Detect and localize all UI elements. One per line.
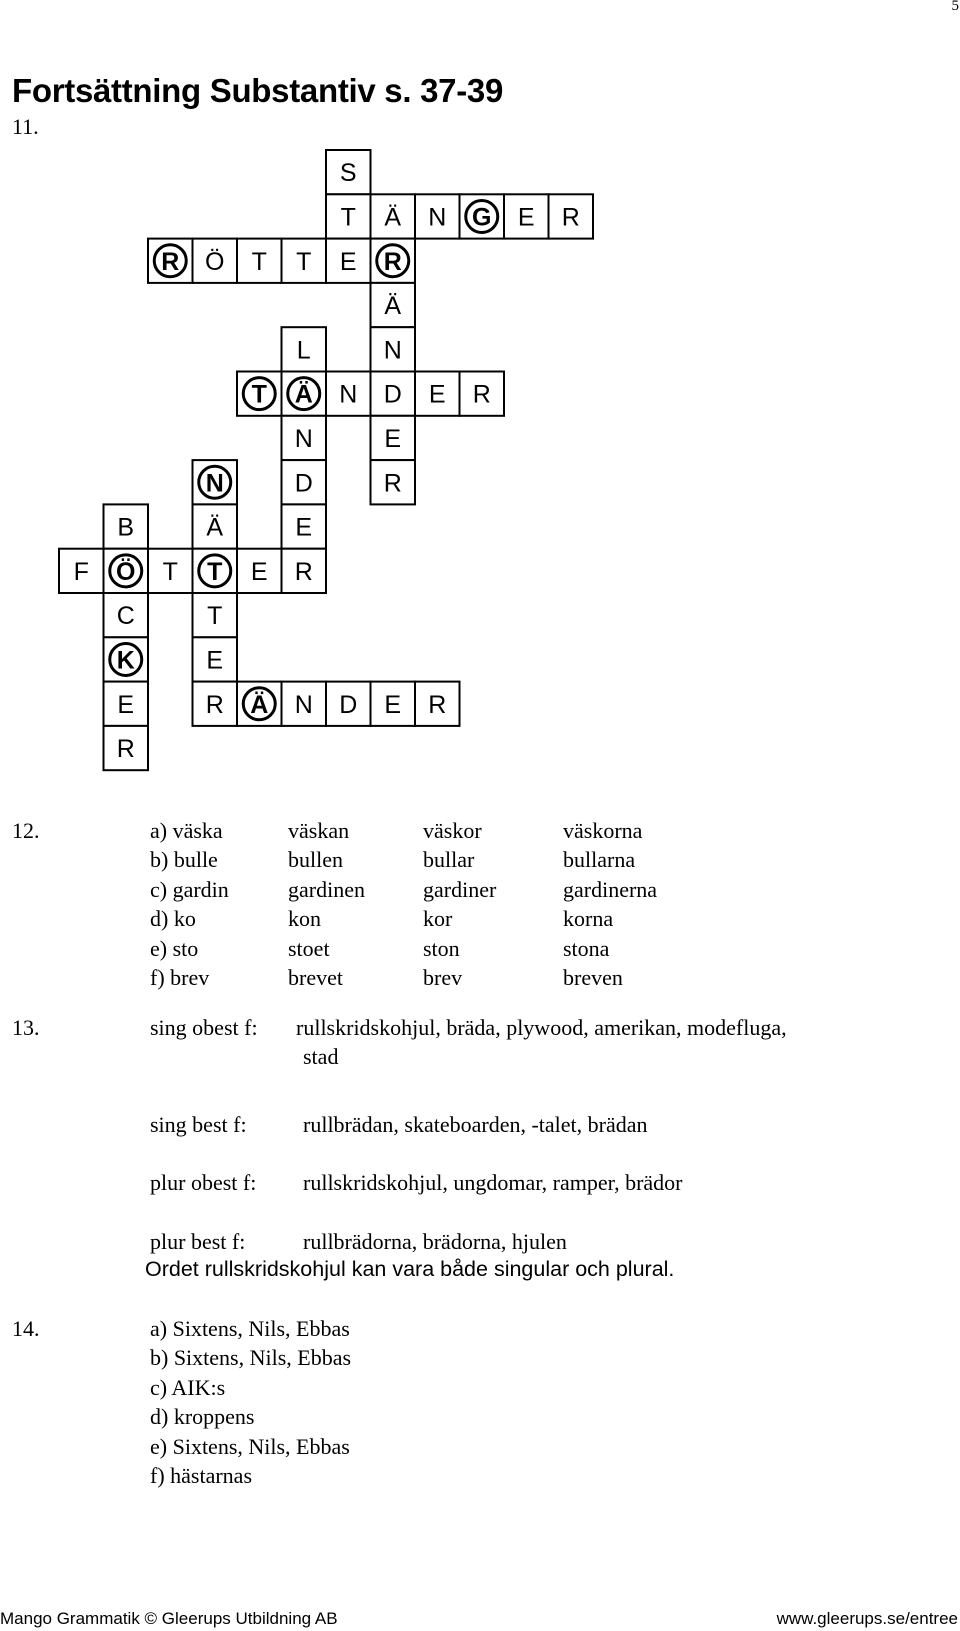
footer-url: www.gleerups.se/entree <box>776 1609 958 1628</box>
crossword-cell <box>549 194 594 238</box>
crossword-cell <box>371 239 416 283</box>
exercise-14-number: 14. <box>12 1316 40 1341</box>
sing-obest-value: rullskridskohjul, bräda, plywood, amerikan, modefluga, <box>296 1015 787 1040</box>
cell-letter: E <box>206 646 224 675</box>
cell-letter: R <box>205 690 224 719</box>
crossword-cell <box>371 416 416 460</box>
crossword-cell <box>326 372 371 416</box>
crossword-cell <box>371 460 416 504</box>
table-cell: bullar <box>423 847 475 873</box>
list-item: d) kroppens <box>150 1404 255 1430</box>
crossword-cell <box>104 549 149 593</box>
list-item: c) AIK:s <box>150 1374 226 1400</box>
crossword-cell <box>415 194 460 238</box>
exercise-11-number: 11. <box>12 114 39 139</box>
sing-obest-label: sing obest f: <box>150 1015 258 1040</box>
cell-letter: T <box>162 557 178 586</box>
note-text: Ordet rullskridskohjul kan vara både singular och plural. <box>145 1257 675 1281</box>
table-cell: stoet <box>288 935 330 961</box>
list-item: a) Sixtens, Nils, Ebbas <box>150 1316 350 1341</box>
crossword-cell <box>148 549 193 593</box>
cell-letter: T <box>207 557 223 586</box>
crossword-cell <box>193 504 238 548</box>
cell-letter: E <box>428 380 446 409</box>
sing-obest-value-cont: stad <box>303 1044 339 1069</box>
cell-letter: R <box>116 735 135 764</box>
list-item: e) Sixtens, Nils, Ebbas <box>150 1433 350 1459</box>
crossword-cell <box>104 504 149 548</box>
crossword-cell <box>415 682 460 726</box>
table-cell: brev <box>423 965 463 990</box>
crossword-cell <box>326 239 371 283</box>
table-cell: f) brev <box>150 965 210 990</box>
crossword-cell <box>193 239 238 283</box>
cell-letter: N <box>339 380 358 409</box>
table-cell: b) bulle <box>150 847 218 873</box>
plur-best-label: plur best f: <box>150 1229 246 1254</box>
cell-letter: Ä <box>294 380 313 409</box>
crossword-cell <box>104 682 149 726</box>
sing-best-value: rullbrädan, skateboarden, -talet, brädan <box>303 1112 648 1137</box>
cell-letter: E <box>384 690 402 719</box>
cell-letter: T <box>207 602 223 631</box>
crossword-cell <box>237 239 282 283</box>
cell-letter: D <box>339 690 358 719</box>
cell-letter: R <box>294 557 313 586</box>
crossword-cell <box>326 194 371 238</box>
cell-letter: L <box>296 336 311 365</box>
cell-letter: C <box>116 602 135 631</box>
crossword-cell <box>148 239 193 283</box>
list-item: b) Sixtens, Nils, Ebbas <box>150 1345 352 1371</box>
cell-letter: Ä <box>384 292 402 321</box>
crossword-cell <box>237 372 282 416</box>
table-cell: breven <box>563 965 623 990</box>
footer-publisher: Mango Grammatik © Gleerups Utbildning AB <box>0 1609 338 1628</box>
crossword-cell <box>371 327 416 371</box>
crossword-cell <box>326 150 371 194</box>
crossword-cell <box>59 549 104 593</box>
crossword-cell <box>237 549 282 593</box>
cell-letter: R <box>383 247 402 276</box>
cell-letter: Ä <box>206 513 224 542</box>
crossword-cell <box>193 549 238 593</box>
crossword-cell <box>371 283 416 327</box>
page-number: 5 <box>951 0 959 14</box>
cell-letter: R <box>383 469 402 498</box>
crossword-cell <box>504 194 549 238</box>
table-cell: a) väska <box>150 818 223 843</box>
cell-letter: Ö <box>205 247 225 276</box>
cell-letter: F <box>73 557 89 586</box>
table-cell: e) sto <box>150 935 199 961</box>
crossword-cell <box>282 327 327 371</box>
cell-letter: K <box>116 646 135 675</box>
crossword-cell <box>282 372 327 416</box>
cell-letter: E <box>384 424 402 453</box>
cell-letter: Ä <box>250 690 269 719</box>
cell-letter: E <box>517 203 535 232</box>
cell-letter: T <box>251 247 267 276</box>
cell-letter: E <box>339 247 357 276</box>
table-cell: brevet <box>288 965 343 990</box>
crossword-cell <box>282 460 327 504</box>
crossword-cell <box>371 194 416 238</box>
table-cell: gardiner <box>423 876 497 902</box>
table-cell: ston <box>423 935 460 961</box>
table-cell: stona <box>563 935 610 961</box>
crossword-cell <box>326 682 371 726</box>
crossword-grid <box>0 0 960 800</box>
crossword-cell <box>415 372 460 416</box>
table-cell: c) gardin <box>150 876 229 902</box>
exercise-13-number: 13. <box>12 1015 40 1040</box>
cell-letter: T <box>251 380 267 409</box>
cell-letter: T <box>296 247 312 276</box>
plur-obest-value: rullskridskohjul, ungdomar, ramper, brädor <box>303 1170 683 1195</box>
table-cell: väskor <box>423 818 482 843</box>
crossword-cell <box>193 593 238 637</box>
crossword-cell <box>104 637 149 681</box>
cell-letter: T <box>340 203 356 232</box>
list-item: f) hästarnas <box>150 1463 253 1488</box>
crossword-cell <box>193 637 238 681</box>
table-cell: kor <box>423 906 453 932</box>
cell-letter: Ö <box>116 557 136 586</box>
crossword-cell <box>193 682 238 726</box>
sing-best-label: sing best f: <box>150 1112 247 1137</box>
table-cell: gardinerna <box>563 876 658 902</box>
cell-letter: R <box>472 380 491 409</box>
table-cell: gardinen <box>288 876 365 902</box>
cell-letter: Ä <box>384 203 402 232</box>
page-title: Fortsättning Substantiv s. 37-39 <box>12 72 503 109</box>
crossword-cell <box>282 239 327 283</box>
crossword-cell <box>237 682 282 726</box>
crossword-cell <box>282 504 327 548</box>
crossword-cell <box>193 460 238 504</box>
exercise-12-number: 12. <box>12 818 40 843</box>
cell-letter: N <box>294 690 313 719</box>
cell-letter: D <box>383 380 402 409</box>
table-cell: bullarna <box>563 847 636 873</box>
plur-best-value: rullbrädorna, brädorna, hjulen <box>303 1229 567 1254</box>
cell-letter: N <box>205 469 224 498</box>
cell-letter: D <box>294 469 313 498</box>
cell-letter: E <box>117 690 135 719</box>
cell-letter: R <box>428 690 447 719</box>
cell-letter: B <box>117 513 135 542</box>
crossword-cell <box>104 726 149 770</box>
table-cell: väskorna <box>563 818 643 843</box>
cell-letter: N <box>383 336 402 365</box>
cell-letter: R <box>161 247 180 276</box>
table-cell: väskan <box>288 818 350 843</box>
crossword-cell <box>104 593 149 637</box>
crossword-cell <box>371 682 416 726</box>
crossword-cell <box>371 372 416 416</box>
cell-letter: E <box>295 513 313 542</box>
crossword-cell <box>282 549 327 593</box>
crossword-cell <box>282 416 327 460</box>
table-cell: korna <box>563 906 614 932</box>
cell-letter: N <box>428 203 447 232</box>
crossword-cell <box>460 372 505 416</box>
table-cell: kon <box>288 906 321 932</box>
crossword-cell <box>460 194 505 238</box>
cell-letter: E <box>250 557 268 586</box>
plur-obest-label: plur obest f: <box>150 1170 257 1195</box>
table-cell: d) ko <box>150 906 196 932</box>
cell-letter: G <box>472 203 492 232</box>
cell-letter: S <box>339 159 357 188</box>
table-cell: bullen <box>288 847 343 873</box>
cell-letter: R <box>561 203 580 232</box>
crossword-cell <box>282 682 327 726</box>
cell-letter: N <box>294 424 313 453</box>
